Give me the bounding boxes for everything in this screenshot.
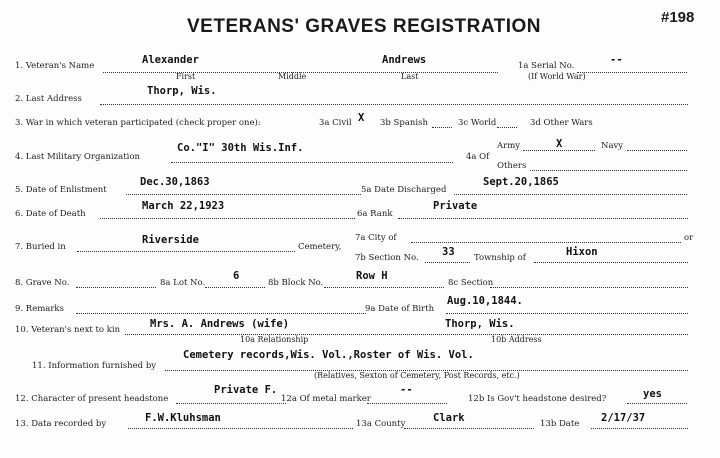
form-title: VETERANS' GRAVES REGISTRATION [187,16,542,37]
lot-no: 6 [233,270,240,282]
label-kin-address: 10b Address [491,335,542,344]
label-lot-no: 8a Lot No. [160,278,206,288]
address-line [100,104,688,105]
rank: Private [433,200,478,212]
label-civil: 3a Civil [319,118,352,128]
label-veteran-name: 1. Veteran's Name [15,61,95,71]
last-name: Andrews [382,54,427,66]
section-line [425,262,470,263]
recorder: F.W.Kluhsman [145,412,221,424]
informant: Cemetery records,Wis. Vol.,Roster of Wis. Vol. [183,349,474,361]
lot-line [205,287,265,288]
organization: Co."I" 30th Wis.Inf. [177,142,304,154]
label-serial-no: 1a Serial No. [518,61,575,71]
label-township: Township of [474,253,526,263]
label-birth: 9a Date of Birth [365,304,435,314]
army-line [523,150,595,151]
birth-date: Aug.10,1844. [447,295,523,307]
grave-line [76,287,156,288]
label-of: 4a Of [466,152,490,162]
block-line [324,287,444,288]
gov-line [627,403,687,404]
rank-line [398,218,688,219]
label-informant: 11. Information furnished by [32,361,157,371]
label-county: 13a County [356,419,406,429]
county-line [404,428,534,429]
discharged-line [454,194,687,195]
label-discharged: 5a Date Discharged [361,185,447,195]
discharged-date: Sept.20,1865 [483,176,559,188]
civil-check: X [358,112,365,124]
gov-headstone: yes [643,388,662,400]
card-number: #198 [661,9,695,26]
world-line [497,127,517,128]
label-buried-in: 7. Buried in [15,242,66,252]
spanish-line [432,127,452,128]
navy-line [627,150,687,151]
label-section-no: 7b Section No. [355,253,419,263]
date-line [591,428,688,429]
army-check: X [556,138,563,150]
label-section: 8c Section [448,278,494,288]
label-last-address: 2. Last Address [15,94,82,104]
label-spanish: 3b Spanish [380,118,428,128]
label-first: First [176,72,196,81]
label-relatives-note: (Relatives, Sexton of Cemetery, Post Records, etc.) [314,371,520,380]
next-of-kin: Mrs. A. Andrews (wife) [150,318,290,330]
label-cemetery: Cemetery, [298,242,342,252]
label-navy: Navy [601,141,624,151]
block-no: Row H [356,270,388,282]
cemetery-name: Riverside [142,234,199,246]
label-army: Army [497,141,521,151]
label-middle: Middle [278,72,307,81]
label-world: 3c World [458,118,497,128]
enlistment-line [126,194,361,195]
label-other-wars: 3d Other Wars [530,118,593,128]
township-line [534,262,688,263]
headstone: Private F. [214,384,278,396]
enlistment-date: Dec.30,1863 [140,176,210,188]
label-enlistment: 5. Date of Enlistment [15,185,107,195]
label-headstone: 12. Character of present headstone [15,394,169,404]
kin-address: Thorp, Wis. [445,318,515,330]
label-date-recorded: 13b Date [540,419,580,429]
metal-marker: -- [400,384,413,396]
label-last: Last [401,72,419,81]
label-if-world-war: (If World War) [528,72,586,81]
label-grave-no: 8. Grave No. [15,278,70,288]
first-name: Alexander [142,54,199,66]
township: Hixon [566,246,598,258]
label-metal-marker: 12a Of metal marker [281,394,371,404]
label-relationship: 10a Relationship [240,335,309,344]
kin-line [125,334,688,335]
recorder-line [128,428,353,429]
label-block-no: 8b Block No. [268,278,324,288]
cemetery-line [77,251,295,252]
birth-line [446,313,688,314]
death-line [100,218,355,219]
label-gov-headstone: 12b Is Gov't headstone desired? [468,394,607,404]
label-rank: 6a Rank [357,209,393,219]
label-next-of-kin: 10. Veteran's next to kin [15,325,121,335]
others-line [530,170,687,171]
section-8c-line [490,287,688,288]
headstone-line [176,403,286,404]
label-or: or [684,233,694,243]
date-recorded: 2/17/37 [601,412,646,424]
label-war: 3. War in which veteran participated (check proper one): [15,118,261,128]
label-organization: 4. Last Military Organization [15,152,140,162]
county: Clark [433,412,465,424]
section-no: 33 [442,246,455,258]
label-recorded-by: 13. Data recorded by [15,419,107,429]
serial-line [577,72,687,73]
label-death: 6. Date of Death [15,209,86,219]
remarks-line [76,313,366,314]
label-remarks: 9. Remarks [15,304,64,314]
last-address: Thorp, Wis. [147,85,217,97]
city-line [411,242,681,243]
organization-line [171,162,453,163]
serial-no: -- [610,54,623,66]
label-others: Others [497,161,527,171]
label-city-of: 7a City of [355,233,397,243]
metal-line [367,403,447,404]
death-date: March 22,1923 [142,200,225,212]
